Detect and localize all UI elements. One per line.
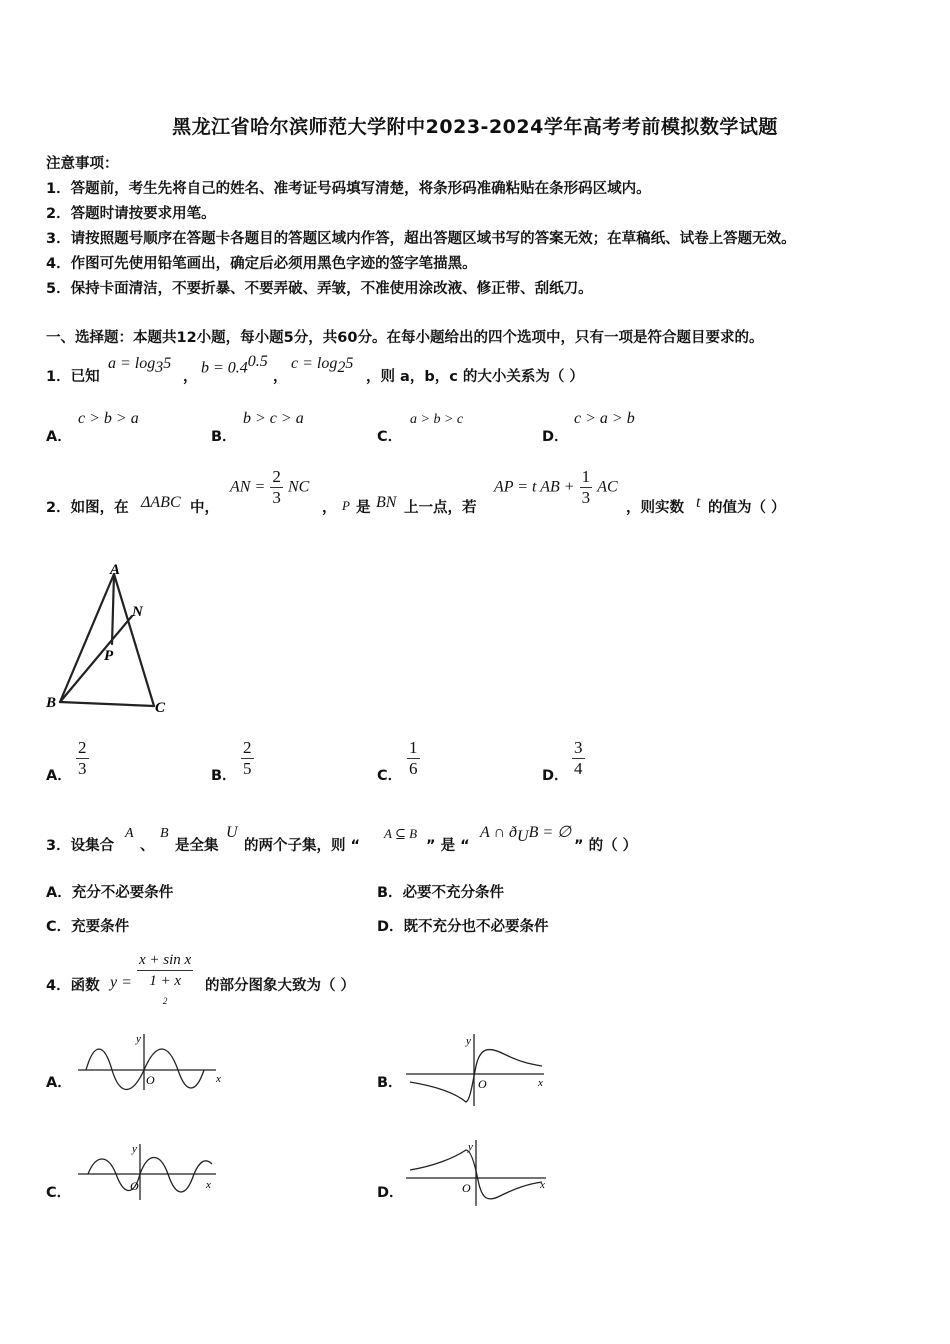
- q3-set-b: B: [160, 826, 169, 841]
- q1-option-d-letter: D．: [542, 429, 569, 445]
- q4-option-d-letter: D．: [377, 1185, 404, 1201]
- q1-option-d-text: c > a > b: [574, 410, 635, 427]
- q3-tail: ” 的（ ）: [574, 838, 638, 854]
- q2-an-expr: AN = $\frac{2}{3}$ NC: [230, 467, 310, 507]
- q1-a-expr: $a = \log_35$: [108, 355, 172, 377]
- q4-option-b-graph: [404, 1030, 554, 1108]
- q2-p-tail: 上一点，若: [404, 500, 477, 516]
- q1-c-expr: $c = \log_25$: [291, 355, 354, 377]
- q2-option-a-frac: $\frac{2}{3}$: [78, 738, 87, 778]
- q2-option-d-letter: D．: [542, 768, 569, 784]
- q2-triangle: ΔABC: [141, 494, 181, 511]
- q1-label: 1．已知: [46, 369, 100, 385]
- q1-comma: ，: [273, 369, 288, 385]
- q2-option-d-frac: $\frac{3}{4}$: [574, 738, 583, 778]
- q1-b-expr: $b = 0.4^{0.5}$: [201, 353, 268, 377]
- note-item: 5．保持卡面清洁，不要折暴、不要弄破、弄皱，不准使用涂改液、修正带、刮纸刀。: [46, 281, 593, 297]
- q2-option-c-letter: C．: [377, 768, 403, 784]
- q3-set-a: A: [125, 826, 134, 841]
- q4-option-a-graph: [76, 1030, 226, 1092]
- q3-mid2: 的两个子集，则 “: [244, 838, 361, 854]
- q2-comma: ，: [322, 500, 337, 516]
- q2-bn: BN: [376, 494, 397, 511]
- origin-label: O: [462, 1181, 471, 1195]
- q4-option-c-letter: C．: [46, 1185, 72, 1201]
- q2-option-b-letter: B．: [211, 768, 237, 784]
- q1-option-c-letter: C．: [377, 429, 403, 445]
- q1-option-a-letter: A．: [46, 429, 72, 445]
- q2-tail2: 的值为（ ）: [708, 500, 786, 516]
- origin-label: O: [146, 1073, 155, 1087]
- q2-p: P: [342, 498, 350, 513]
- section-heading: 一、选择题：本题共12小题，每小题5分，共60分。在每小题给出的四个选项中，只有一项是符合题目要求的。: [46, 330, 764, 346]
- notes-heading: 注意事项：: [46, 156, 119, 172]
- note-item: 4．作图可先使用铅笔画出，确定后必须用黑色字迹的签字笔描黑。: [46, 256, 477, 272]
- q4-option-c-graph: [76, 1140, 226, 1202]
- q2-mid: 中，: [190, 500, 219, 516]
- y-axis-label: y: [136, 1033, 141, 1045]
- q1-option-a-text: c > b > a: [78, 410, 139, 427]
- q3-mid: 是全集: [175, 838, 219, 854]
- page-title: 黑龙江省哈尔滨师范大学附中2023-2024学年高考考前模拟数学试题: [172, 116, 778, 138]
- q3-sep: 、: [140, 838, 155, 854]
- q4-option-a-letter: A．: [46, 1075, 72, 1091]
- q3-option-c: C．充要条件: [46, 919, 130, 935]
- q3-option-a: A．充分不必要条件: [46, 885, 174, 901]
- q3-mid3: ” 是 “: [426, 838, 470, 854]
- vertex-c-label: C: [155, 700, 166, 716]
- y-axis-label: y: [466, 1035, 471, 1047]
- q3-cond1: A ⊆ B: [384, 826, 418, 841]
- q4-function: y = x + sin x 1 + x $^2$: [110, 952, 192, 1006]
- q2-tail: ，则实数: [626, 500, 684, 516]
- q4-label: 4．函数: [46, 978, 100, 994]
- x-axis-label: x: [540, 1179, 545, 1191]
- origin-label: O: [130, 1179, 139, 1193]
- q4-option-d-graph: [404, 1136, 554, 1208]
- q2-option-b-frac: $\frac{2}{5}$: [243, 738, 252, 778]
- q1-option-b-text: b > c > a: [243, 410, 304, 427]
- x-axis-label: x: [216, 1073, 221, 1085]
- q1-tail: ，则 a，b，c 的大小关系为（ ）: [366, 369, 584, 385]
- q3-cond2: A ∩ $ð_UB$ = ∅: [480, 824, 572, 846]
- q1-comma: ，: [183, 369, 198, 385]
- origin-label: O: [478, 1077, 487, 1091]
- q2-t: t: [696, 494, 701, 511]
- note-item: 3．请按照题号顺序在答题卡各题目的答题区域内作答，超出答题区域书写的答案无效；在草稿纸、试卷上答题无效。: [46, 231, 796, 247]
- note-item: 1．答题前，考生先将自己的姓名、准考证号码填写清楚，将条形码准确粘贴在条形码区域内。: [46, 181, 651, 197]
- q2-ap-expr: AP = t AB + $\frac{1}{3}$ AC: [494, 467, 618, 507]
- q2-option-a-letter: A．: [46, 768, 72, 784]
- q4-option-b-letter: B．: [377, 1075, 403, 1091]
- vertex-b-label: B: [46, 695, 57, 711]
- y-axis-label: y: [132, 1143, 137, 1155]
- point-p-label: P: [104, 648, 114, 664]
- q1-option-b-letter: B．: [211, 429, 237, 445]
- x-axis-label: x: [206, 1179, 211, 1191]
- q3-option-d: D．既不充分也不必要条件: [377, 919, 549, 935]
- q1-option-c-text: a > b > c: [410, 412, 464, 427]
- x-axis-label: x: [538, 1077, 543, 1089]
- point-n-label: N: [132, 604, 143, 620]
- q3-universe: U: [226, 824, 238, 841]
- y-axis-label: y: [468, 1141, 473, 1153]
- q2-p-text: 是: [356, 500, 371, 516]
- q3-label: 3．设集合: [46, 838, 115, 854]
- q2-label: 2．如图，在: [46, 500, 129, 516]
- triangle-figure: [40, 560, 180, 720]
- q4-tail: 的部分图象大致为（ ）: [205, 978, 356, 994]
- note-item: 2．答题时请按要求用笔。: [46, 206, 216, 222]
- q3-option-b: B．必要不充分条件: [377, 885, 505, 901]
- q2-option-c-frac: $\frac{1}{6}$: [409, 738, 418, 778]
- vertex-a-label: A: [110, 562, 121, 578]
